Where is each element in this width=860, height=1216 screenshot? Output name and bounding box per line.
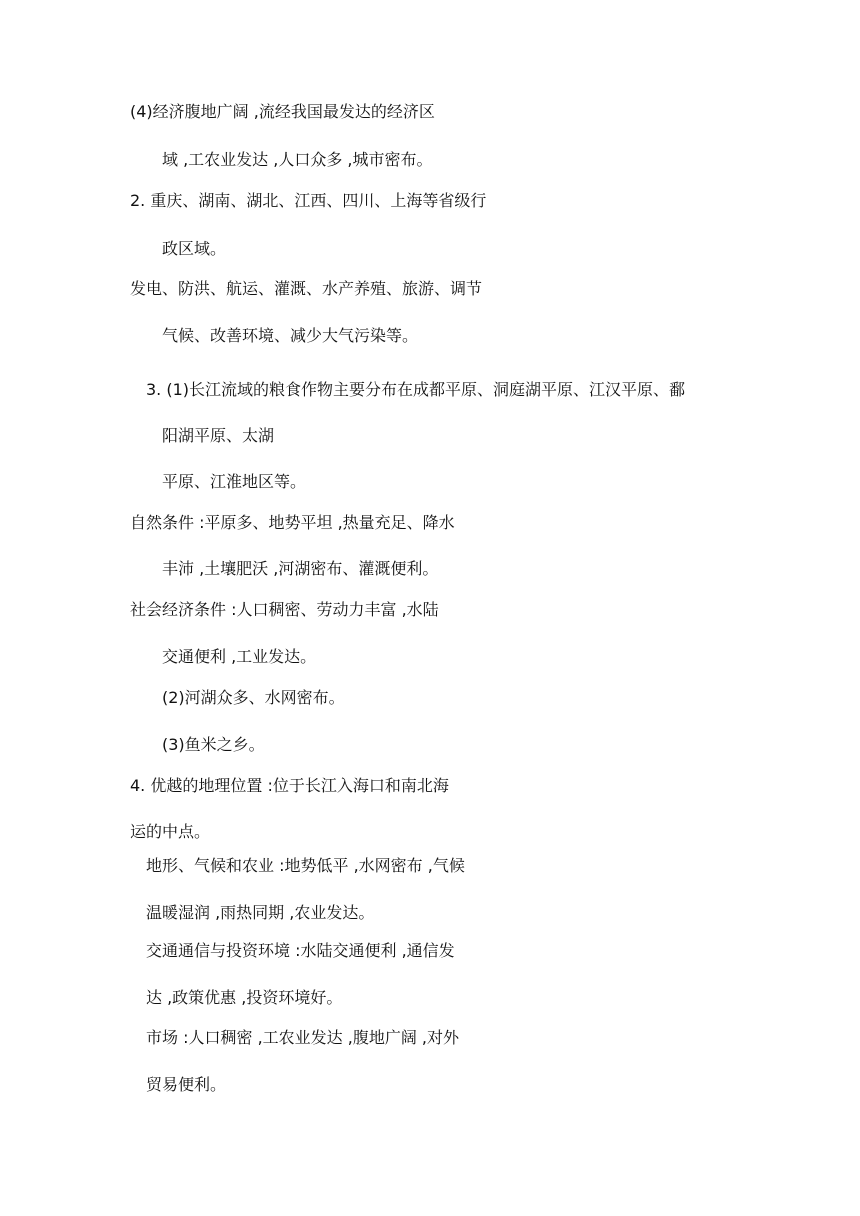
text-line: 温暖湿润 ,雨热同期 ,农业发达。 bbox=[146, 903, 375, 922]
text-line: 平原、江淮地区等。 bbox=[162, 472, 307, 491]
text-line: 4. 优越的地理位置 :位于长江入海口和南北海 bbox=[130, 776, 449, 795]
text-line: 3. (1)长江流域的粮食作物主要分布在成都平原、洞庭湖平原、江汉平原、鄱 bbox=[146, 380, 686, 399]
text-line: 交通通信与投资环境 :水陆交通便利 ,通信发 bbox=[146, 941, 455, 960]
text-line: 运的中点。 bbox=[130, 822, 211, 841]
text-line: (3)鱼米之乡。 bbox=[162, 735, 265, 754]
text-line: 2. 重庆、湖南、湖北、江西、四川、上海等省级行 bbox=[130, 191, 487, 210]
text-line: (2)河湖众多、水网密布。 bbox=[162, 688, 345, 707]
text-line: 自然条件 :平原多、地势平坦 ,热量充足、降水 bbox=[130, 513, 455, 532]
text-line: 发电、防洪、航运、灌溉、水产养殖、旅游、调节 bbox=[130, 279, 483, 298]
text-line: 交通便利 ,工业发达。 bbox=[162, 647, 317, 666]
text-line: 阳湖平原、太湖 bbox=[162, 426, 275, 445]
text-line: 气候、改善环境、减少大气污染等。 bbox=[162, 326, 419, 345]
text-line: 地形、气候和农业 :地势低平 ,水网密布 ,气候 bbox=[146, 856, 465, 875]
text-line: 贸易便利。 bbox=[146, 1075, 227, 1094]
text-line: (4)经济腹地广阔 ,流经我国最发达的经济区 bbox=[130, 102, 435, 121]
text-line: 丰沛 ,土壤肥沃 ,河湖密布、灌溉便利。 bbox=[162, 559, 439, 578]
text-line: 政区域。 bbox=[162, 239, 227, 258]
text-line: 达 ,政策优惠 ,投资环境好。 bbox=[146, 988, 343, 1007]
text-line: 市场 :人口稠密 ,工农业发达 ,腹地广阔 ,对外 bbox=[146, 1028, 459, 1047]
text-line: 社会经济条件 :人口稠密、劳动力丰富 ,水陆 bbox=[130, 600, 439, 619]
text-line: 域 ,工农业发达 ,人口众多 ,城市密布。 bbox=[162, 150, 433, 169]
